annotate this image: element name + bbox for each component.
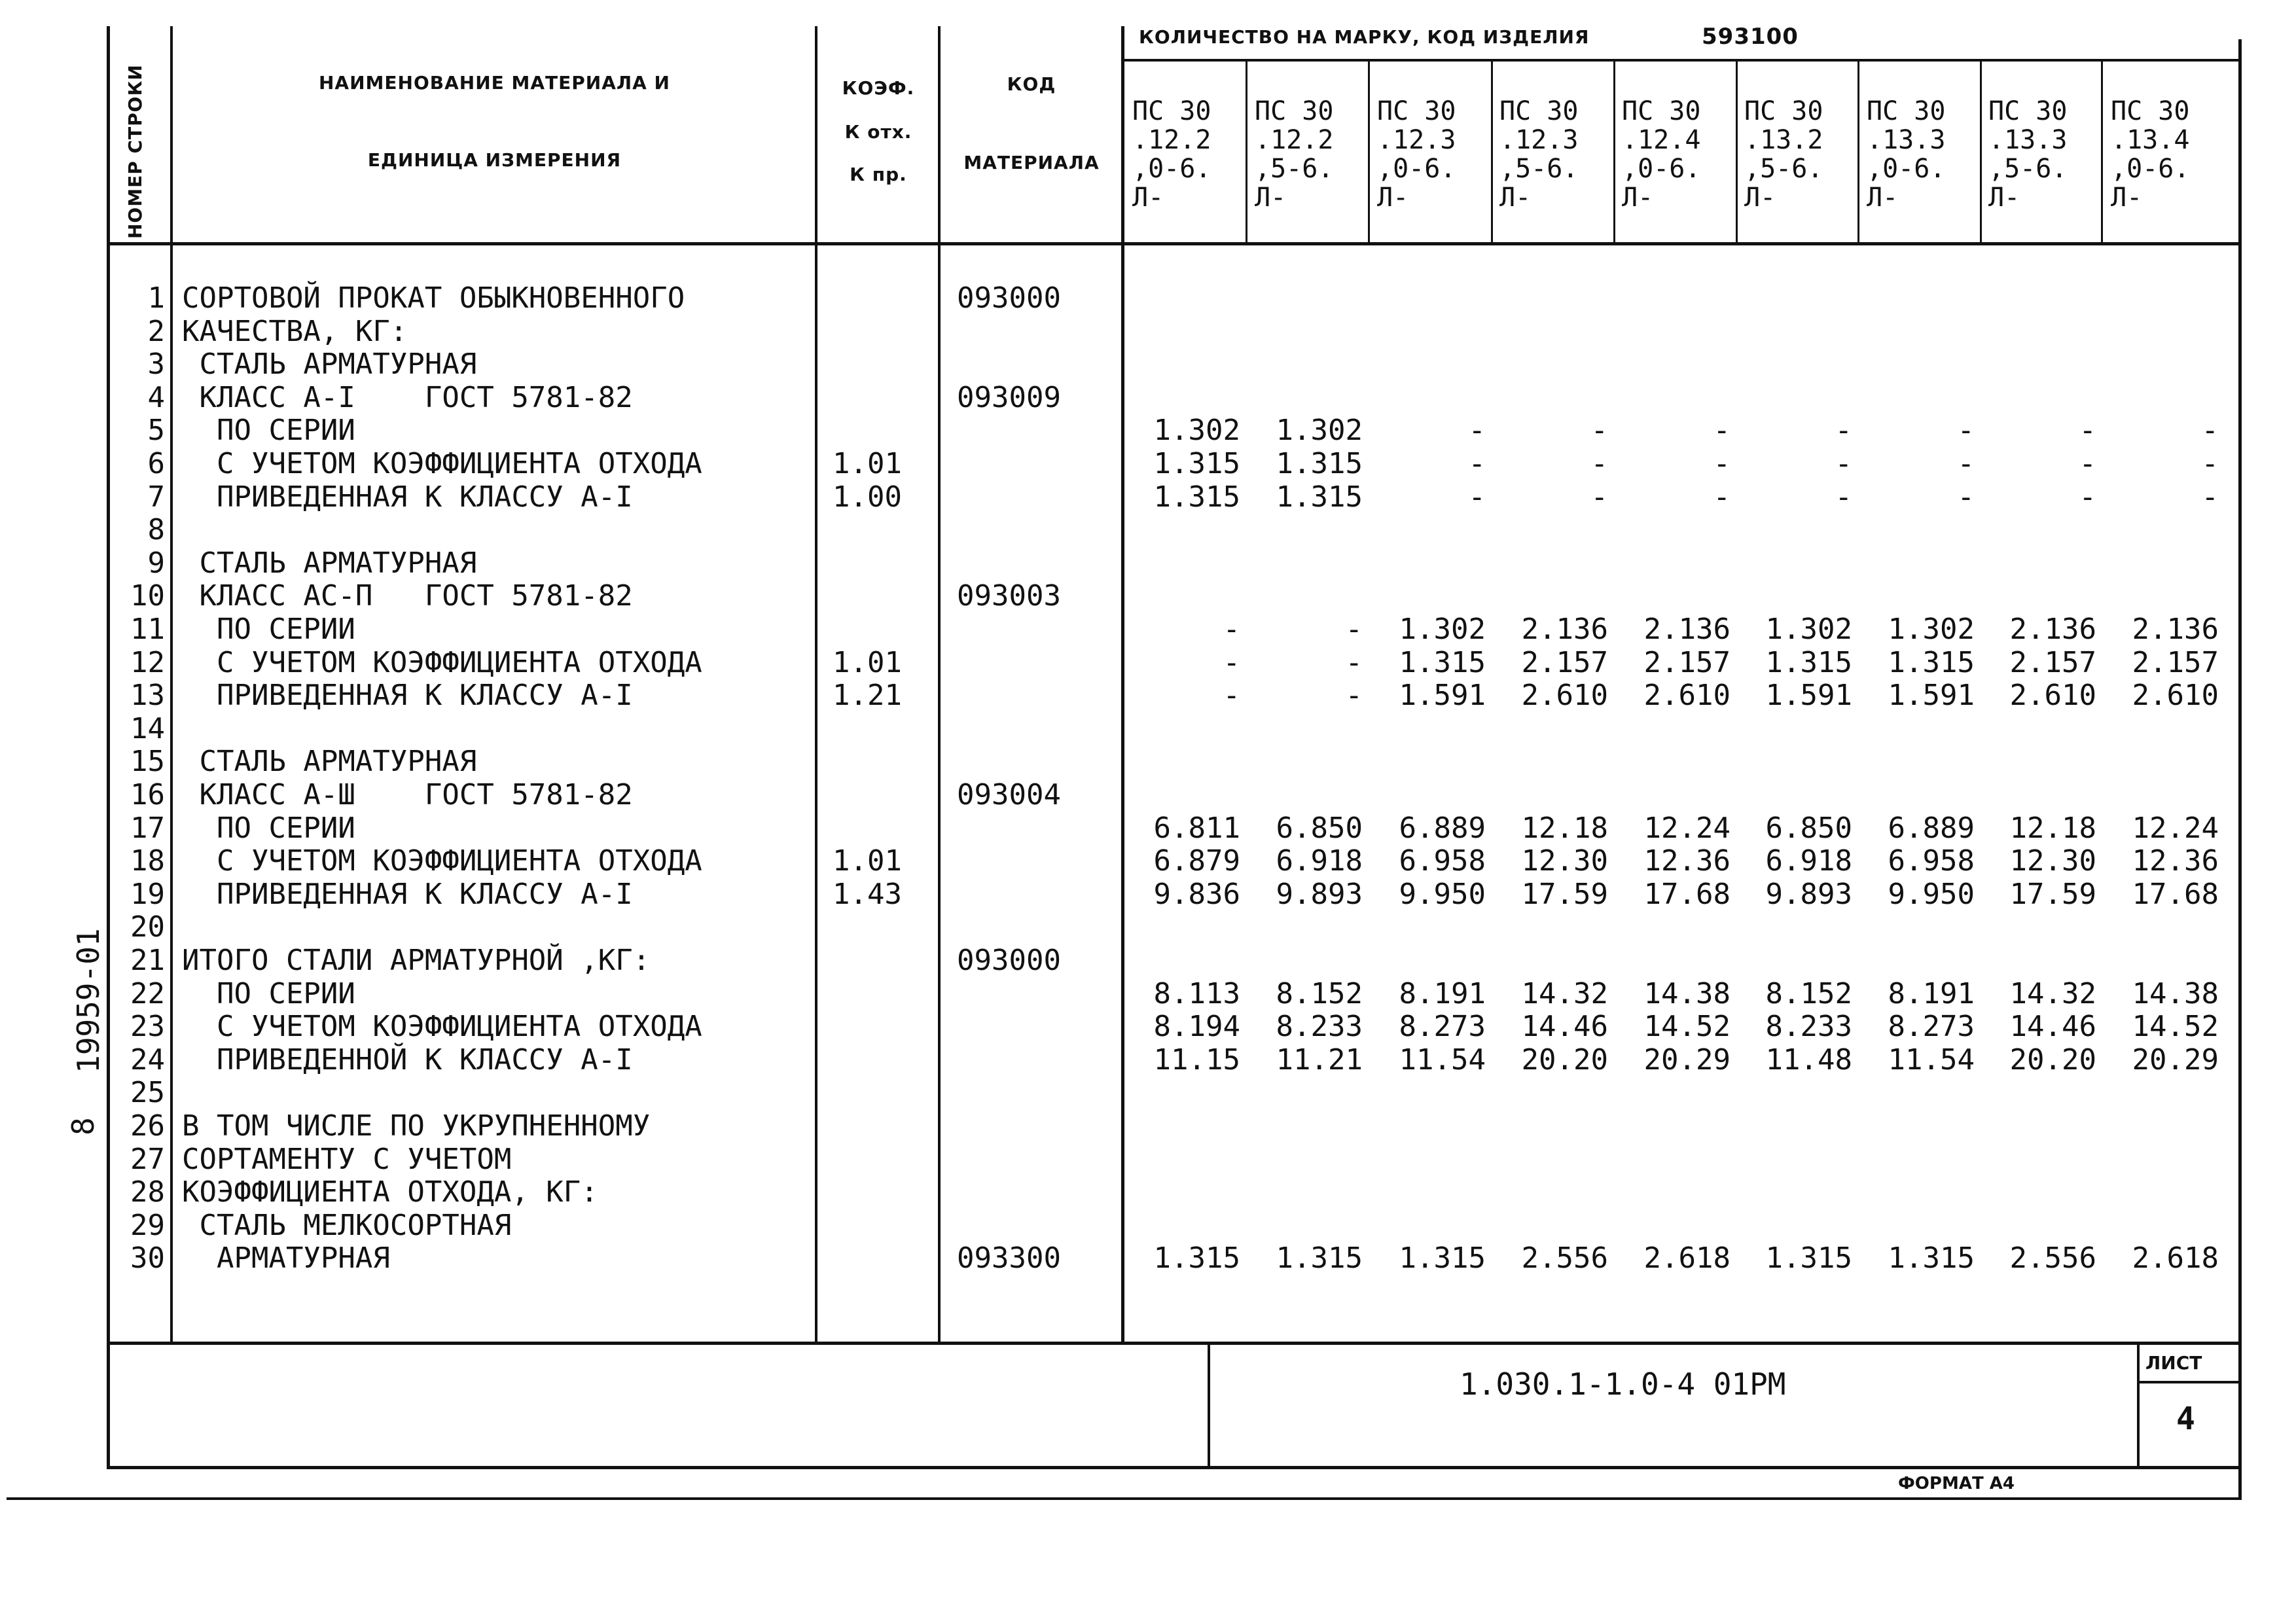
quantity-value: 12.36 xyxy=(2132,844,2219,878)
quantity-value: - xyxy=(2201,414,2219,447)
material-name: КЛАСС АС-П ГОСТ 5781-82 xyxy=(182,579,633,613)
header-coef-line3: К пр. xyxy=(850,164,907,185)
table-row xyxy=(0,910,2238,944)
sheet-number: 4 xyxy=(2176,1400,2195,1437)
quantity-value: - xyxy=(1468,480,1486,514)
quantity-value: 2.157 xyxy=(1643,646,1731,679)
quantity-value: 8.191 xyxy=(1399,977,1486,1010)
quantity-value: 11.15 xyxy=(1153,1043,1240,1077)
quantity-value: 1.302 xyxy=(1276,414,1363,447)
quantity-value: 2.556 xyxy=(1521,1241,1608,1275)
quantity-value: 1.315 xyxy=(1153,447,1240,480)
material-name: СОРТАМЕНТУ С УЧЕТОМ xyxy=(182,1143,512,1176)
row-number: 5 xyxy=(147,414,165,447)
quantity-value: 8.273 xyxy=(1888,1010,1975,1043)
quantity-value: 6.850 xyxy=(1276,812,1363,845)
header-coef-line2: К отх. xyxy=(844,121,912,143)
quantity-value: - xyxy=(1468,414,1486,447)
table-row xyxy=(0,878,2238,911)
coefficient: 1.01 xyxy=(833,447,902,480)
quantity-value: 1.302 xyxy=(1153,414,1240,447)
material-name: ПРИВЕДЕННОЙ К КЛАССУ А-I xyxy=(182,1043,633,1077)
mark-sep xyxy=(1980,60,1982,243)
material-name: ПО СЕРИИ xyxy=(182,613,355,646)
quantity-value: 8.194 xyxy=(1153,1010,1240,1043)
quantity-value: - xyxy=(1957,414,1975,447)
row-number: 18 xyxy=(130,844,165,878)
format-label: ФОРМАТ А4 xyxy=(1898,1474,2015,1493)
quantity-value: 11.48 xyxy=(1765,1043,1852,1077)
quantity-value: 2.136 xyxy=(2132,613,2219,646)
quantity-value: 2.610 xyxy=(2009,679,2096,712)
table-bottom xyxy=(107,1342,2242,1345)
quantity-value: 9.836 xyxy=(1153,878,1240,911)
row-number: 10 xyxy=(130,579,165,613)
row-number: 22 xyxy=(130,977,165,1010)
row-number: 26 xyxy=(130,1109,165,1143)
quantity-value: 1.315 xyxy=(1276,480,1363,514)
material-name: ПРИВЕДЕННАЯ К КЛАССУ А-I xyxy=(182,878,633,911)
quantity-value: 20.20 xyxy=(1521,1043,1608,1077)
row-number: 30 xyxy=(130,1241,165,1275)
table-row xyxy=(0,646,2238,679)
table-row xyxy=(0,1109,2238,1143)
quantity-value: - xyxy=(1713,447,1731,480)
mark-header: ПС 30 .13.2 ,5-6. Л- xyxy=(1744,96,1823,213)
quantity-value: 20.29 xyxy=(1643,1043,1731,1077)
quantity-value: 2.157 xyxy=(2132,646,2219,679)
quantity-value: - xyxy=(2079,414,2096,447)
table-row xyxy=(0,745,2238,778)
quantity-value: 8.152 xyxy=(1276,977,1363,1010)
table-row xyxy=(0,812,2238,845)
material-name: КАЧЕСТВА, КГ: xyxy=(182,315,408,348)
mark-header: ПС 30 .13.3 ,5-6. Л- xyxy=(1988,96,2068,213)
header-bottom xyxy=(107,242,2242,245)
coefficient: 1.01 xyxy=(833,844,902,878)
quantity-value: - xyxy=(1835,447,1852,480)
material-code: 093000 xyxy=(957,281,1061,315)
table-row xyxy=(0,778,2238,812)
quantity-value: 6.889 xyxy=(1888,812,1975,845)
row-number: 2 xyxy=(147,315,165,348)
material-name: СТАЛЬ АРМАТУРНАЯ xyxy=(182,745,477,778)
material-code: 093003 xyxy=(957,579,1061,613)
quantity-value: - xyxy=(1713,414,1731,447)
quantity-value: 1.302 xyxy=(1888,613,1975,646)
quantity-value: 14.38 xyxy=(1643,977,1731,1010)
material-name: СОРТОВОЙ ПРОКАТ ОБЫКНОВЕННОГО xyxy=(182,281,685,315)
row-number: 29 xyxy=(130,1209,165,1242)
quantity-value: 6.918 xyxy=(1765,844,1852,878)
quantity-value: 2.136 xyxy=(1521,613,1608,646)
quantity-value: - xyxy=(1713,480,1731,514)
qty-top xyxy=(1124,59,2242,62)
header-name-line1: НАИМЕНОВАНИЕ МАТЕРИАЛА И xyxy=(318,72,670,94)
mark-sep xyxy=(1368,60,1370,243)
quantity-value: 1.315 xyxy=(1153,1241,1240,1275)
quantity-value: 8.113 xyxy=(1153,977,1240,1010)
table-row xyxy=(0,613,2238,646)
material-code: 093004 xyxy=(957,778,1061,812)
header-code-line2: МАТЕРИАЛА xyxy=(963,152,1100,173)
header-coef-line1: КОЭФ. xyxy=(842,77,915,99)
material-name: КЛАСС А-Ш ГОСТ 5781-82 xyxy=(182,778,633,812)
header-name-line2: ЕДИНИЦА ИЗМЕРЕНИЯ xyxy=(367,149,622,171)
quantity-value: 9.950 xyxy=(1888,878,1975,911)
quantity-value: 17.68 xyxy=(2132,878,2219,911)
frame-right xyxy=(2238,39,2242,1499)
quantity-value: 12.30 xyxy=(2009,844,2096,878)
coefficient: 1.43 xyxy=(833,878,902,911)
quantity-value: - xyxy=(1835,480,1852,514)
row-number: 3 xyxy=(147,348,165,381)
mark-header: ПС 30 .13.3 ,0-6. Л- xyxy=(1867,96,1946,213)
quantity-value: 1.302 xyxy=(1399,613,1486,646)
row-number: 16 xyxy=(130,778,165,812)
quantity-value: 12.24 xyxy=(2132,812,2219,845)
quantity-value: - xyxy=(1957,480,1975,514)
mark-sep xyxy=(1613,60,1615,243)
table-row xyxy=(0,414,2238,447)
row-number: 14 xyxy=(130,712,165,745)
quantity-value: 1.315 xyxy=(1276,447,1363,480)
coefficient: 1.01 xyxy=(833,646,902,679)
quantity-value: 17.59 xyxy=(1521,878,1608,911)
quantity-value: 6.850 xyxy=(1765,812,1852,845)
quantity-value: 6.879 xyxy=(1153,844,1240,878)
frame-bottom xyxy=(107,1466,2242,1469)
mark-header: ПС 30 .12.3 ,0-6. Л- xyxy=(1377,96,1456,213)
row-number: 7 xyxy=(147,480,165,514)
quantity-value: 20.20 xyxy=(2009,1043,2096,1077)
quantity-value: - xyxy=(2201,480,2219,514)
sheet-label: ЛИСТ xyxy=(2145,1352,2202,1374)
row-number: 6 xyxy=(147,447,165,480)
quantity-value: 8.152 xyxy=(1765,977,1852,1010)
table-row xyxy=(0,1043,2238,1077)
quantity-value: - xyxy=(1957,447,1975,480)
material-name: ИТОГО СТАЛИ АРМАТУРНОЙ ,КГ: xyxy=(182,944,651,977)
quantity-value: 1.315 xyxy=(1399,1241,1486,1275)
quantity-value: - xyxy=(2079,447,2096,480)
table-row xyxy=(0,513,2238,546)
quantity-value: - xyxy=(1223,646,1240,679)
quantity-value: 1.315 xyxy=(1276,1241,1363,1275)
material-name: С УЧЕТОМ КОЭФФИЦИЕНТА ОТХОДА xyxy=(182,844,702,878)
quantity-value: 2.618 xyxy=(2132,1241,2219,1275)
quantity-value: 2.136 xyxy=(1643,613,1731,646)
quantity-value: 17.68 xyxy=(1643,878,1731,911)
mark-sep xyxy=(1736,60,1738,243)
table-row xyxy=(0,447,2238,480)
row-number: 24 xyxy=(130,1043,165,1077)
table-row xyxy=(0,944,2238,977)
table-row xyxy=(0,679,2238,712)
quantity-value: 9.893 xyxy=(1765,878,1852,911)
quantity-value: 14.46 xyxy=(2009,1010,2096,1043)
quantity-value: 1.315 xyxy=(1153,480,1240,514)
quantity-value: - xyxy=(1345,613,1363,646)
mark-header: ПС 30 .12.4 ,0-6. Л- xyxy=(1622,96,1701,213)
quantity-value: 14.52 xyxy=(2132,1010,2219,1043)
row-number: 20 xyxy=(130,910,165,944)
row-number: 4 xyxy=(147,381,165,414)
quantity-value: 6.889 xyxy=(1399,812,1486,845)
material-name: С УЧЕТОМ КОЭФФИЦИЕНТА ОТХОДА xyxy=(182,447,702,480)
quantity-value: 8.233 xyxy=(1765,1010,1852,1043)
quantity-value: 9.893 xyxy=(1276,878,1363,911)
quantity-value: 11.21 xyxy=(1276,1043,1363,1077)
material-name: ПО СЕРИИ xyxy=(182,812,355,845)
mark-sep xyxy=(1246,60,1247,243)
quantity-value: - xyxy=(1590,447,1608,480)
table-row xyxy=(0,546,2238,580)
material-name: ПО СЕРИИ xyxy=(182,414,355,447)
side-page: 8 xyxy=(65,1117,101,1135)
row-number: 9 xyxy=(147,546,165,580)
row-number: 1 xyxy=(147,281,165,315)
quantity-value: 12.18 xyxy=(1521,812,1608,845)
quantity-value: 2.610 xyxy=(1643,679,1731,712)
quantity-value: 8.273 xyxy=(1399,1010,1486,1043)
sheet-box-mid xyxy=(2137,1381,2240,1383)
quantity-value: 14.46 xyxy=(1521,1010,1608,1043)
page-bottom-rule xyxy=(7,1497,2242,1500)
quantity-value: 1.315 xyxy=(1888,646,1975,679)
quantity-value: 8.191 xyxy=(1888,977,1975,1010)
quantity-value: 2.618 xyxy=(1643,1241,1731,1275)
table-row xyxy=(0,712,2238,745)
quantity-value: 1.315 xyxy=(1765,646,1852,679)
material-name: С УЧЕТОМ КОЭФФИЦИЕНТА ОТХОДА xyxy=(182,1010,702,1043)
quantity-value: 20.29 xyxy=(2132,1043,2219,1077)
quantity-value: 2.610 xyxy=(1521,679,1608,712)
header-row-number: НОМЕР СТРОКИ xyxy=(124,64,146,239)
quantity-value: 1.302 xyxy=(1765,613,1852,646)
quantity-value: - xyxy=(1345,646,1363,679)
quantity-value: - xyxy=(1223,679,1240,712)
row-number: 25 xyxy=(130,1076,165,1109)
row-number: 23 xyxy=(130,1010,165,1043)
quantity-value: 11.54 xyxy=(1888,1043,1975,1077)
quantity-value: 14.32 xyxy=(1521,977,1608,1010)
material-name: КОЭФФИЦИЕНТА ОТХОДА, КГ: xyxy=(182,1175,598,1209)
quantity-value: 9.950 xyxy=(1399,878,1486,911)
row-number: 19 xyxy=(130,878,165,911)
row-number: 12 xyxy=(130,646,165,679)
table-row xyxy=(0,281,2238,315)
table-row xyxy=(0,1010,2238,1043)
quantity-value: 1.591 xyxy=(1888,679,1975,712)
mark-header: ПС 30 .12.3 ,5-6. Л- xyxy=(1499,96,1579,213)
mark-sep xyxy=(1491,60,1493,243)
table-row xyxy=(0,1076,2238,1109)
row-number: 28 xyxy=(130,1175,165,1209)
row-number: 11 xyxy=(130,613,165,646)
coefficient: 1.21 xyxy=(833,679,902,712)
quantity-value: - xyxy=(1590,480,1608,514)
quantity-value: 17.59 xyxy=(2009,878,2096,911)
material-name: ПРИВЕДЕННАЯ К КЛАССУ А-I xyxy=(182,679,633,712)
material-code: 093000 xyxy=(957,944,1061,977)
quantity-value: - xyxy=(1835,414,1852,447)
material-name: СТАЛЬ МЕЛКОСОРТНАЯ xyxy=(182,1209,512,1242)
table-row xyxy=(0,1241,2238,1275)
material-name: СТАЛЬ АРМАТУРНАЯ xyxy=(182,348,477,381)
quantity-value: 1.315 xyxy=(1399,646,1486,679)
mark-header: ПС 30 .12.2 ,5-6. Л- xyxy=(1255,96,1334,213)
table-row xyxy=(0,579,2238,613)
material-name: КЛАСС А-I ГОСТ 5781-82 xyxy=(182,381,633,414)
quantity-value: 2.136 xyxy=(2009,613,2096,646)
material-name: АРМАТУРНАЯ xyxy=(182,1241,390,1275)
quantity-value: 2.157 xyxy=(2009,646,2096,679)
row-number: 13 xyxy=(130,679,165,712)
table-row xyxy=(0,348,2238,381)
quantity-value: 1.315 xyxy=(1888,1241,1975,1275)
quantity-value: 1.315 xyxy=(1765,1241,1852,1275)
quantity-value: - xyxy=(2079,480,2096,514)
quantity-value: 12.30 xyxy=(1521,844,1608,878)
mark-sep xyxy=(1857,60,1859,243)
quantity-value: 6.958 xyxy=(1888,844,1975,878)
material-name: СТАЛЬ АРМАТУРНАЯ xyxy=(182,546,477,580)
material-code: 093009 xyxy=(957,381,1061,414)
row-number: 8 xyxy=(147,513,165,546)
table-row xyxy=(0,844,2238,878)
table-row xyxy=(0,1175,2238,1209)
row-number: 21 xyxy=(130,944,165,977)
mark-header: ПС 30 .12.2 ,0-6. Л- xyxy=(1132,96,1211,213)
footer-sep xyxy=(1208,1342,1210,1469)
quantity-value: 6.918 xyxy=(1276,844,1363,878)
header-qty-code: 593100 xyxy=(1702,24,1799,50)
material-name: ПРИВЕДЕННАЯ К КЛАССУ А-I xyxy=(182,480,633,514)
quantity-value: 12.24 xyxy=(1643,812,1731,845)
quantity-value: 2.556 xyxy=(2009,1241,2096,1275)
row-number: 15 xyxy=(130,745,165,778)
quantity-value: 1.591 xyxy=(1399,679,1486,712)
table-row xyxy=(0,977,2238,1010)
table-row xyxy=(0,1209,2238,1242)
mark-sep xyxy=(2101,60,2103,243)
table-row xyxy=(0,315,2238,348)
quantity-value: 2.610 xyxy=(2132,679,2219,712)
side-code: 19959-01 xyxy=(71,928,106,1073)
sheet-box-left xyxy=(2137,1342,2140,1467)
quantity-value: - xyxy=(1223,613,1240,646)
material-code: 093300 xyxy=(957,1241,1061,1275)
material-name: В ТОМ ЧИСЛЕ ПО УКРУПНЕННОМУ xyxy=(182,1109,651,1143)
quantity-value: 6.958 xyxy=(1399,844,1486,878)
quantity-value: - xyxy=(1468,447,1486,480)
quantity-value: 11.54 xyxy=(1399,1043,1486,1077)
coefficient: 1.00 xyxy=(833,480,902,514)
row-number: 27 xyxy=(130,1143,165,1176)
header-code-line1: КОД xyxy=(1007,73,1056,95)
quantity-value: - xyxy=(2201,447,2219,480)
quantity-value: 2.157 xyxy=(1521,646,1608,679)
quantity-value: 14.52 xyxy=(1643,1010,1731,1043)
quantity-value: 8.233 xyxy=(1276,1010,1363,1043)
material-name: С УЧЕТОМ КОЭФФИЦИЕНТА ОТХОДА xyxy=(182,646,702,679)
quantity-value: - xyxy=(1590,414,1608,447)
quantity-value: 12.18 xyxy=(2009,812,2096,845)
quantity-value: 14.32 xyxy=(2009,977,2096,1010)
table-row xyxy=(0,1143,2238,1176)
table-row xyxy=(0,480,2238,514)
header-qty-title: КОЛИЧЕСТВО НА МАРКУ, КОД ИЗДЕЛИЯ xyxy=(1139,26,1590,48)
quantity-value: 6.811 xyxy=(1153,812,1240,845)
quantity-value: 12.36 xyxy=(1643,844,1731,878)
doc-code: 1.030.1-1.0-4 01РМ xyxy=(1460,1366,1786,1402)
quantity-value: 14.38 xyxy=(2132,977,2219,1010)
row-number: 17 xyxy=(130,812,165,845)
quantity-value: 1.591 xyxy=(1765,679,1852,712)
table-row xyxy=(0,381,2238,414)
material-name: ПО СЕРИИ xyxy=(182,977,355,1010)
quantity-value: - xyxy=(1345,679,1363,712)
mark-header: ПС 30 .13.4 ,0-6. Л- xyxy=(2111,96,2190,213)
